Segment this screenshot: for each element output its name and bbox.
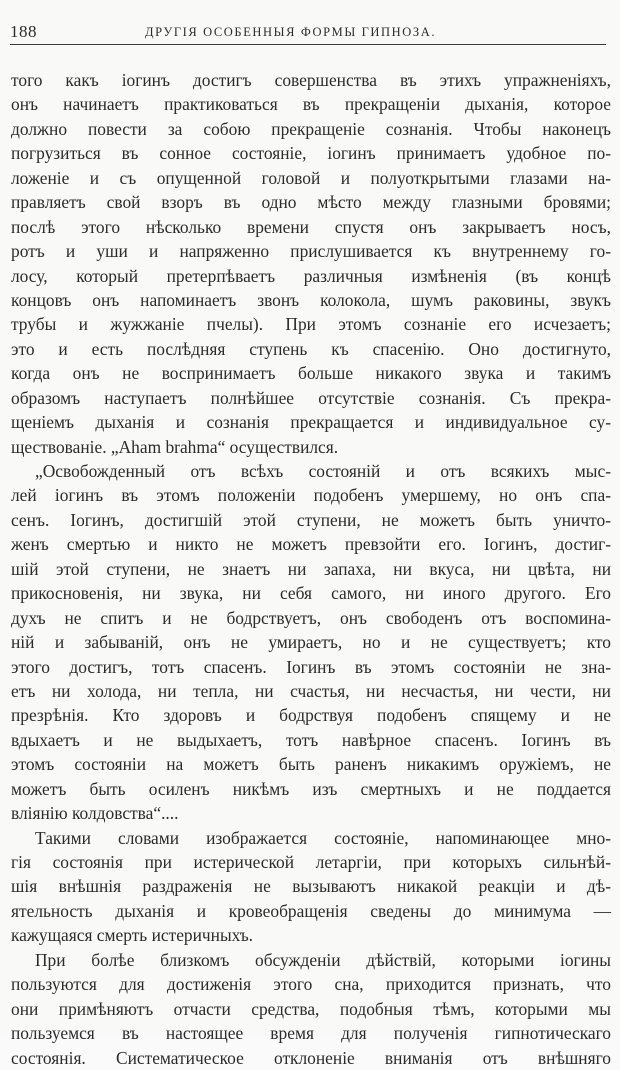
- text-line: шія внѣшнія раздраженія не вызываютъ никакой реакціи и дѣ-: [11, 876, 611, 897]
- text-line: ложеніе и съ опущенной головой и полуоткрытыми глазами на-: [11, 167, 611, 188]
- text-line: должно повести за собою прекращеніе сознанія. Чтобы наконецъ: [11, 118, 611, 139]
- text-line: можетъ быть осиленъ никѣмъ изъ смертныхъ и не поддается: [11, 778, 611, 799]
- text-line: образомъ наступаетъ полнѣйшее отсутствіе сознанія. Съ прекра-: [11, 387, 611, 408]
- text-line: концовъ онъ напоминаетъ звонъ колокола, шумъ раковины, звукъ: [11, 289, 611, 310]
- text-line: кажущаяся смерть истеричныхъ.: [11, 925, 254, 946]
- text-line: трубы и жужжаніе пчелы). При этомъ сознаніе его исчезаетъ;: [11, 314, 611, 335]
- text-line: когда онъ не воспринимаетъ больше никакого звука и такимъ: [11, 363, 611, 384]
- text-line: При болѣе близкомъ обсужденіи дѣйствій, которыми іогины: [35, 949, 611, 970]
- text-line: сенъ. Іогинъ, достигшій этой ступени, не можетъ быть уничто-: [11, 509, 611, 530]
- text-line: „Освобожденный отъ всѣхъ состояній и отъ всякихъ мыс-: [35, 461, 611, 481]
- text-line: ятельность дыханія и кровеобращенія сведены до минимума —: [11, 900, 611, 921]
- page-number: 188: [10, 22, 37, 41]
- text-line: они примѣняютъ отчасти средства, подобныя тѣмъ, которыми мы: [11, 998, 611, 1019]
- text-line: пользуются для достиженія этого сна, приходится признать, что: [11, 974, 611, 995]
- text-line: это и есть послѣдняя ступень къ спасенію. Оно достигнуто,: [11, 338, 611, 359]
- text-line: того какъ іогинъ достигъ совершенства въ этихъ упражненіяхъ,: [11, 70, 611, 90]
- text-line: лосу, который претерпѣваетъ различныя измѣненія (въ концѣ: [11, 265, 611, 286]
- page-header: [10, 22, 606, 45]
- text-line: ществованіе. „Aham brahma“ осуществился.: [11, 436, 339, 457]
- text-line: этомъ состояніи на можетъ быть раненъ никакимъ оружіемъ, не: [11, 754, 611, 775]
- text-line: правляетъ свой взоръ въ одно мѣсто между глазными бровями;: [11, 192, 611, 213]
- text-line: женъ смертью и никто не можетъ превзойти его. Іогинъ, достиг-: [11, 534, 611, 555]
- text-line: шій этой ступени, не знаетъ ни запаха, ни вкуса, ни цвѣта, ни: [11, 558, 611, 579]
- text-line: прикосновенія, ни звука, ни себя самого, ни иного другого. Его: [11, 583, 611, 604]
- text-line: послѣ этого нѣсколько времени спустя онъ закрываетъ носъ,: [11, 216, 611, 237]
- text-line: духъ не спитъ и не бодрствуетъ, онъ свободенъ отъ воспомина-: [11, 607, 611, 628]
- text-line: гія состоянія при истерической летаргіи, при которыхъ сильнѣй-: [11, 852, 611, 872]
- text-line: этого достигъ, тотъ спасенъ. Іогинъ въ этомъ состояніи не зна-: [11, 656, 611, 677]
- text-line: ній и забываній, онъ не умираетъ, но и не существуетъ; кто: [11, 632, 611, 653]
- text-line: лей іогинъ въ этомъ положеніи подобенъ умершему, но онъ спа-: [11, 485, 611, 506]
- text-line: етъ ни холода, ни тепла, ни счастья, ни несчастья, ни чести, ни: [11, 680, 611, 701]
- text-line: Такими словами изображается состояніе, напоминающее мно-: [35, 827, 611, 848]
- text-line: щеніемъ дыханія и сознанія прекращается и индивидуальное су-: [11, 412, 611, 433]
- body-text: [11, 68, 611, 1070]
- text-line: пользуемся въ настоящее время для полученія гипнотическаго: [11, 1023, 611, 1044]
- text-line: погрузиться въ сонное состояніе, іогинъ принимаетъ удобное по-: [11, 143, 611, 164]
- text-line: презрѣнія. Кто здоровъ и бодрствуя подобенъ спящему и не: [11, 705, 611, 726]
- text-line: онъ начинаетъ практиковаться въ прекращеніи дыханія, которое: [11, 94, 611, 115]
- text-line: состоянія. Систематическое отклоненіе вниманія отъ внѣшняго: [11, 1047, 611, 1068]
- text-line: ротъ и уши и напряженно прислушивается къ внутреннему го-: [11, 241, 611, 262]
- running-title: ДРУГІЯ ОСОБЕННЫЯ ФОРМЫ ГИПНОЗА.: [145, 25, 437, 39]
- text-line: вдыхаетъ и не выдыхаетъ, тотъ навѣрное спасенъ. Іогинъ въ: [11, 729, 611, 750]
- text-line: вліянію колдовства“....: [11, 803, 179, 824]
